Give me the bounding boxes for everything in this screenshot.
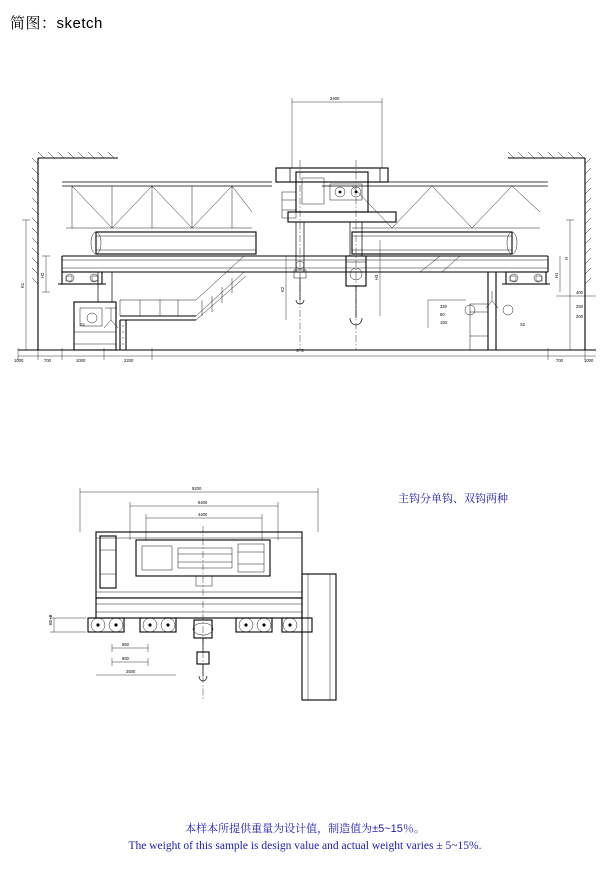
right-end-carriage: [502, 272, 550, 284]
dim-height-h3: H3: [374, 274, 379, 280]
footnote-english: The weight of this sample is design value and actual weight varies ± 5~15%.: [128, 840, 482, 852]
dimension-vertical-left: [20, 220, 50, 350]
left-end-carriage: [58, 272, 106, 284]
dim-left-end-b: 700: [44, 358, 51, 363]
bridge-frame: [62, 256, 548, 272]
dim-200: 200: [576, 314, 583, 319]
dim-60: 60: [440, 312, 445, 317]
dim-height-k1: K1: [20, 282, 25, 288]
dim-400: 400: [576, 290, 583, 295]
crane-plan-view: [0, 470, 610, 750]
dim-s2: S2: [520, 322, 526, 327]
page-title: 简图：sketch: [10, 15, 103, 32]
dim-left-end-a: 1000: [14, 358, 24, 363]
dim-s1: S1: [80, 322, 86, 327]
plan-dimensions: [48, 486, 318, 675]
dim-plan-bogie-span: B0+B: [48, 614, 53, 625]
hook-type-note: 主钩分单钩、双钩两种: [398, 493, 508, 505]
crane-elevation-view: [0, 60, 610, 380]
dim-span-total: S+5: [296, 348, 304, 353]
dim-plan-inner-a: 6400: [198, 500, 208, 505]
dim-plan-inner-b: 4400: [198, 512, 208, 517]
dim-height-k2: K2: [280, 286, 285, 292]
dim-plan-overall: 9200: [192, 486, 202, 491]
dimension-trolley-width: [292, 96, 382, 168]
trolley-assembly: [276, 168, 396, 222]
dim-plan-left-v2: 850: [122, 656, 129, 661]
dim-right-end-a: 1000: [584, 358, 594, 363]
dim-trolley-width: 2400: [330, 96, 340, 101]
dim-320: 320: [440, 304, 447, 309]
plan-outer-frame: [96, 532, 302, 618]
dim-plan-left-v1: 850: [122, 642, 129, 647]
dim-plan-left-v3: 2500: [126, 669, 136, 674]
dim-250: 250: [576, 304, 583, 309]
dim-height-h1: H1: [554, 272, 559, 278]
dim-right-end-b: 700: [556, 358, 563, 363]
dimension-hook-vertical: [280, 240, 380, 320]
dim-height-h: H: [564, 256, 569, 260]
rail-dimension-labels: [80, 300, 526, 328]
right-support-column: [420, 256, 496, 350]
dim-150: 150: [440, 320, 447, 325]
dim-left-offset: 2200: [124, 358, 134, 363]
footnote-chinese: 本样本所提供重量为设计值，制造值为±5~15％。: [185, 823, 425, 835]
dim-left-wheel-base: 1000: [76, 358, 86, 363]
dim-height-h2: H2: [40, 272, 45, 278]
access-platform: [120, 256, 246, 350]
main-girder: [62, 182, 548, 254]
